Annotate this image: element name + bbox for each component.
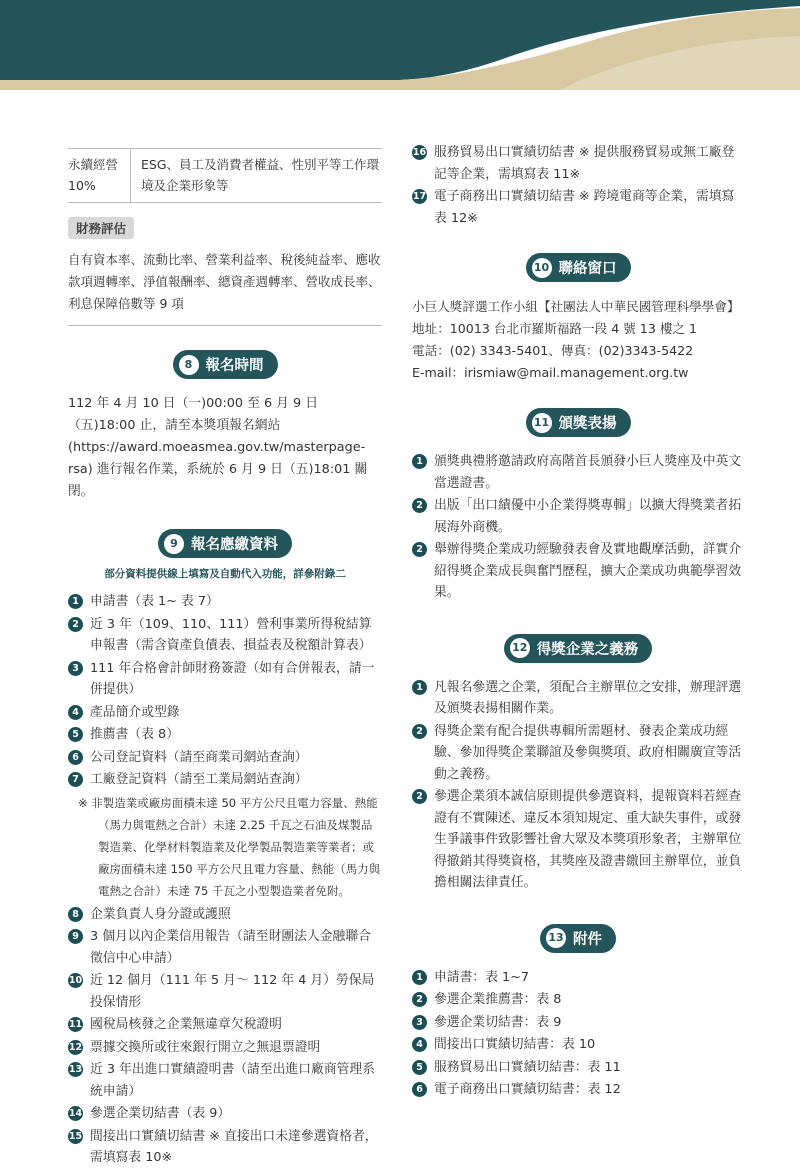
- contact-organization: 小巨人獎評選工作小組【社團法人中華民國管理科學學會】: [412, 299, 740, 314]
- number-bullet: 14: [68, 1108, 83, 1119]
- number-bullet: 2: [412, 724, 427, 739]
- number-bullet: 1: [412, 680, 427, 695]
- number-bullet: 2: [412, 789, 427, 804]
- list-item: 2 出版「出口績優中小企業得獎專輯」以擴大得獎業者拓展海外商機。: [412, 495, 744, 538]
- section-10-header: [412, 253, 744, 282]
- list-item: 2 舉辦得獎企業成功經驗發表會及實地觀摩活動，詳實介紹得獎企業成長與奮鬥歷程，擴大企業成功典範學習效果。: [412, 539, 744, 604]
- required-documents-list-continued: [68, 904, 382, 1169]
- section-9-header: [68, 529, 382, 558]
- list-item: 1 申請書：表 1~7: [412, 967, 744, 989]
- section-title: 報名應繳資料: [191, 537, 278, 553]
- number-bullet: 5: [68, 727, 83, 742]
- number-bullet: 10: [68, 975, 83, 986]
- number-bullet: 16: [412, 147, 427, 158]
- number-bullet: 12: [68, 1041, 83, 1053]
- list-item: 7 工廠登記資料（請至工業局網站查詢）: [68, 769, 382, 791]
- number-bullet: 4: [68, 705, 83, 720]
- list-item: 5 服務貿易出口實績切結書：表 11: [412, 1057, 744, 1079]
- factory-exemption-note: ※ 非製造業或廠房面積未達 50 平方公尺且電力容量、熱能（馬力與電熱之合計）未達 2.25 千瓦之石油及煤製品製造業、化學材料製造業及化學製品製造業等業者；或廠房面積未達 150 平方公尺且電力容量、熱能（馬力與電熱之合計）未達 75 千瓦之小型製造業者免附。: [78, 795, 381, 898]
- sustainability-table: [68, 148, 382, 203]
- number-bullet: 3: [412, 1015, 427, 1030]
- section-number-badge: 11: [532, 413, 552, 433]
- section-12-header: [412, 634, 744, 663]
- required-documents-list-end: [412, 142, 744, 229]
- list-item: 4 產品簡介或型錄: [68, 702, 382, 724]
- list-item: 11 國稅局核發之企業無違章欠稅證明: [68, 1017, 282, 1032]
- contact-email: E-mail：irismiaw@mail.management.org.tw: [412, 365, 689, 380]
- number-bullet: 5: [412, 1060, 427, 1075]
- list-item: 1 頒獎典禮將邀請政府高階首長頒發小巨人獎座及中英文當選證書。: [412, 451, 744, 494]
- number-bullet: 8: [68, 907, 83, 922]
- list-item: 13 近 3 年出進口實績證明書（請至出進口廠商管理系統申請）: [68, 1062, 376, 1099]
- section-number-badge: 12: [510, 638, 530, 658]
- list-item: 1 申請書（表 1~ 表 7）: [68, 591, 382, 613]
- section-13-header: [412, 924, 744, 953]
- section-number-badge: 8: [179, 355, 199, 375]
- contact-phone: 電話：(02) 3343-5401、傳真：(02)3343-5422: [412, 343, 694, 358]
- section-number-badge: 10: [532, 258, 552, 278]
- header-banner: [0, 0, 800, 90]
- list-item: 3 111 年合格會計師財務簽證（如有合併報表，請一併提供）: [68, 658, 382, 701]
- section-title: 附件: [573, 931, 602, 948]
- number-bullet: 2: [412, 498, 427, 513]
- list-item: 16 服務貿易出口實績切結書 ※ 提供服務貿易或無工廠登記等企業，需填寫表 11※: [412, 145, 735, 182]
- section-8-header: [68, 350, 382, 379]
- number-bullet: 6: [68, 750, 83, 765]
- section-title: 得獎企業之義務: [536, 641, 639, 658]
- number-bullet: 2: [412, 992, 427, 1007]
- contact-info: [412, 296, 744, 384]
- finance-tag: 財務評估: [68, 217, 134, 239]
- table-key: 永續經營 10%: [68, 149, 131, 202]
- list-item: 15 間接出口實績切結書 ※ 直接出口未達參選資格者，需填寫表 10※: [68, 1128, 378, 1165]
- number-bullet: 13: [68, 1064, 83, 1075]
- list-item: 9 3 個月以內企業信用報告（請至財團法人金融聯合徵信中心申請）: [68, 926, 382, 969]
- number-bullet: 2: [412, 542, 427, 557]
- section-11-header: [412, 408, 744, 437]
- number-bullet: 11: [68, 1019, 83, 1030]
- number-bullet: 6: [412, 1082, 427, 1097]
- list-item: 6 公司登記資料（請至商業司網站查詢）: [68, 747, 382, 769]
- contact-address: 地址：10013 台北市羅斯福路一段 4 號 13 樓之 1: [412, 321, 698, 336]
- number-bullet: 15: [68, 1130, 83, 1142]
- list-item: 3 參選企業切結書：表 9: [412, 1012, 744, 1034]
- number-bullet: 9: [68, 929, 83, 944]
- list-item: 6 電子商務出口實績切結書：表 12: [412, 1079, 744, 1101]
- list-item: 10 近 12 個月（111 年 5 月～ 112 年 4 月）勞保局投保情形: [68, 973, 375, 1010]
- required-documents-list: [68, 591, 382, 791]
- section-title: 報名時間: [205, 358, 264, 374]
- number-bullet: 1: [412, 454, 427, 469]
- left-column: [68, 148, 382, 1170]
- registration-time-text: 112 年 4 月 10 日（一)00:00 至 6 月 9 日（五)18:00 止，請至本獎項報名網站 (https://award.moeasmea.gov.tw/masterpage-rsa) 進行報名作業，系統於 6 月 9 日（五)18:01 關閉。: [68, 396, 368, 499]
- section-title: 聯絡窗口: [558, 261, 617, 277]
- attachments-list: [412, 967, 744, 1101]
- section-number-badge: 9: [164, 534, 184, 554]
- list-item: 14 參選企業切結書（表 9）: [68, 1106, 231, 1121]
- list-item: 2 得獎企業有配合提供專輯所需題材、發表企業成功經驗、參加得獎企業聯誼及參與獎項、政府相關廣宣等活動之義務。: [412, 721, 744, 786]
- list-item: 4 間接出口實績切結書：表 10: [412, 1034, 744, 1056]
- section-9-note: 部分資料提供線上填寫及自動代入功能，詳參附錄二: [104, 568, 346, 580]
- list-item: 12 票據交換所或往來銀行開立之無退票證明: [68, 1039, 321, 1055]
- number-bullet: 3: [68, 661, 83, 676]
- number-bullet: 17: [412, 191, 427, 202]
- list-item: 2 近 3 年（109、110、111）營利事業所得稅結算申報書（需含資產負債表、損益表及稅額計算表）: [68, 614, 382, 657]
- list-item: 2 參選企業推薦書：表 8: [412, 989, 744, 1011]
- right-column: [412, 142, 744, 1102]
- finance-text: 自有資本率、流動比率、營業利益率、稅後純益率、應收款項週轉率、淨值報酬率、總資產週轉率、營收成長率、利息保障倍數等 9 項: [68, 249, 382, 326]
- banner-graphic: [0, 0, 800, 90]
- list-item: 1 凡報名參選之企業，須配合主辦單位之安排，辦理評選及頒獎表揚相關作業。: [412, 677, 744, 720]
- list-item: 17 電子商務出口實績切結書 ※ 跨境電商等企業，需填寫表 12※: [412, 189, 735, 226]
- list-item: 5 推薦書（表 8）: [68, 724, 382, 746]
- winner-obligations-list: [412, 677, 744, 894]
- number-bullet: 4: [412, 1037, 427, 1052]
- number-bullet: 1: [68, 594, 83, 609]
- number-bullet: 2: [68, 617, 83, 632]
- list-item: 8 企業負責人身分證或護照: [68, 904, 382, 926]
- section-number-badge: 13: [546, 928, 566, 948]
- award-ceremony-list: [412, 451, 744, 604]
- section-title: 頒獎表揚: [558, 416, 617, 432]
- number-bullet: 1: [412, 970, 427, 985]
- table-value: ESG、員工及消費者權益、性別平等工作環境及企業形象等: [141, 157, 380, 193]
- number-bullet: 7: [68, 772, 83, 787]
- list-item: 2 參選企業須本誠信原則提供參選資料，提報資料若經查證有不實陳述、違反本須知規定、重大缺失事件，或發生爭議事件致影響社會大眾及本獎項形象者，主辦單位得撤銷其得獎資格，其獎座及證書繳回主辦單位，並負擔相關法律責任。: [412, 786, 744, 894]
